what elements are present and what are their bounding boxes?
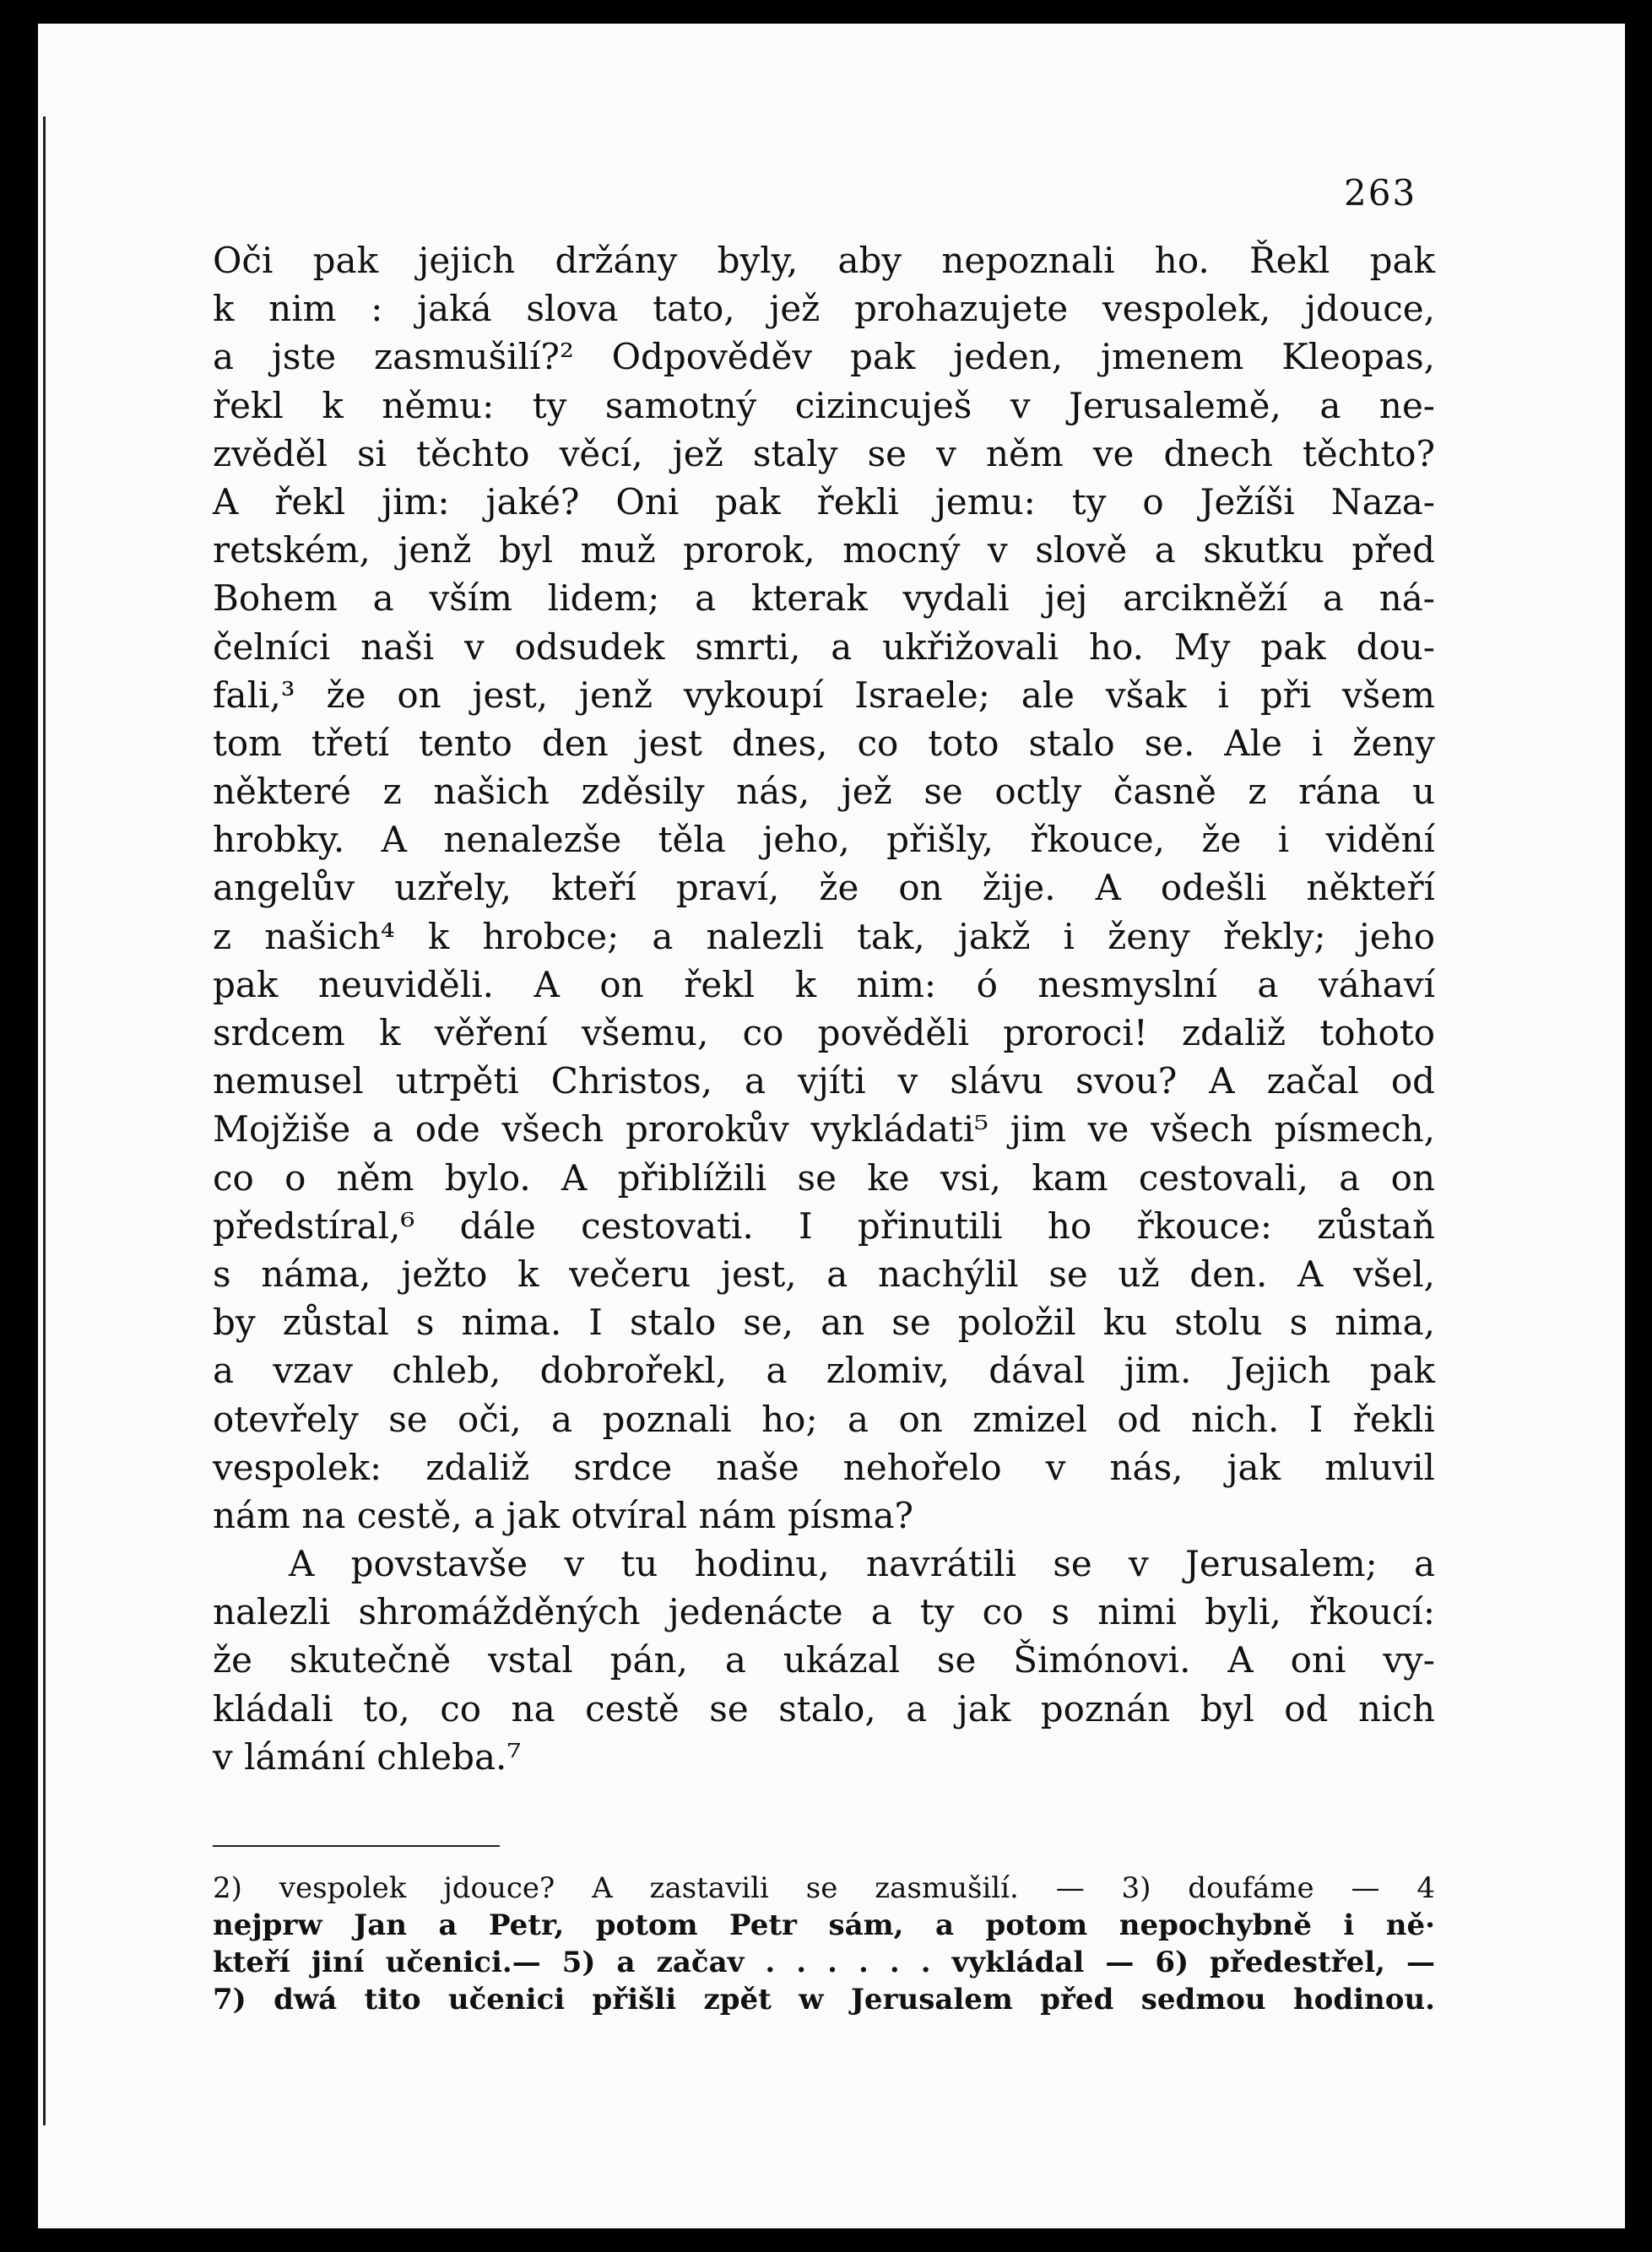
text-line: hrobky. A nenalezše těla jeho, přišly, řkouce, že i vidění [213, 819, 1435, 861]
text-line: k nim : jaká slova tato, jež prohazujete vespolek, jdouce, [213, 288, 1435, 330]
text-line: nemusel utrpěti Christos, a vjíti v slávu svou? A začal od [213, 1060, 1435, 1102]
text-line: řekl k němu: ty samotný cizincuješ v Jerusalemě, a ne- [213, 384, 1435, 426]
text-line: otevřely se oči, a poznali ho; a on zmizel od nich. I řekli [213, 1398, 1435, 1440]
footnote-line: kteří jiní učenici.— 5) a začav . . . . . . vykládal — 6) předestřel, — [213, 1946, 1435, 1979]
text-line: fali,³ že on jest, jenž vykoupí Israele; ale však i při všem [213, 674, 1435, 716]
text-line: nalezli shromážděných jedenácte a ty co s nimi byli, řkoucí: [213, 1591, 1435, 1633]
text-line: tom třetí tento den jest dnes, co toto stalo se. Ale i ženy [213, 722, 1435, 764]
text-line: některé z našich zděsily nás, jež se octly časně z rána u [213, 771, 1435, 813]
page-number: 263 [1344, 172, 1417, 214]
footnote-line: nejprw Jan a Petr, potom Petr sám, a potom nepochybně i ně· [213, 1908, 1435, 1942]
text-line: s náma, ježto k večeru jest, a nachýlil se už den. A všel, [213, 1253, 1435, 1295]
text-line: Mojžiše a ode všech prorokův vykládati⁵ jim ve všech písmech, [213, 1108, 1435, 1150]
text-line: vespolek: zdaliž srdce naše nehořelo v nás, jak mluvil [213, 1446, 1435, 1488]
text-line: pak neuviděli. A on řekl k nim: ó nesmyslní a váhaví [213, 963, 1435, 1005]
text-line: kládali to, co na cestě se stalo, a jak poznán byl od nich [213, 1687, 1435, 1730]
text-line: srdcem k věření všemu, co pověděli proroci! zdaliž tohoto [213, 1012, 1435, 1053]
footnote-line: 7) dwá tito učenici přišli zpět w Jerusalem před sedmou hodinou. [213, 1983, 1435, 2017]
text-line: A řekl jim: jaké? Oni pak řekli jemu: ty o Ježíši Naza- [213, 480, 1435, 522]
text-line: Oči pak jejich držány byly, aby nepoznali ho. Řekl pak [213, 240, 1435, 281]
text-line: v lámání chleba.⁷ [213, 1735, 522, 1778]
body-text [213, 236, 1435, 1781]
footnotes [213, 1870, 1435, 2018]
text-line: čelníci naši v odsudek smrti, a ukřižovali ho. My pak dou- [213, 625, 1435, 668]
text-line: A povstavše v tu hodinu, navrátili se v Jerusalem; a [289, 1543, 1435, 1585]
crop-line [43, 116, 46, 2125]
text-line: co o něm bylo. A přiblížili se ke vsi, kam cestovali, a on [213, 1156, 1435, 1199]
text-line: a jste zasmušilí?² Odpověděv pak jeden, jmenem Kleopas, [213, 336, 1435, 378]
footnote-line: 2) vespolek jdouce? A zastavili se zasmušilí. — 3) doufáme — 4 [213, 1871, 1435, 1905]
text-line: že skutečně vstal pán, a ukázal se Šimónovi. A oni vy- [213, 1639, 1435, 1681]
text-line: a vzav chleb, dobrořekl, a zlomiv, dával jim. Jejich pak [213, 1350, 1435, 1392]
text-line: zvěděl si těchto věcí, jež staly se v něm ve dnech těchto? [213, 432, 1435, 474]
footnote-rule [213, 1845, 500, 1847]
text-line: předstíral,⁶ dále cestovati. I přinutili ho řkouce: zůstaň [213, 1204, 1435, 1247]
text-line: z našich⁴ k hrobce; a nalezli tak, jakž i ženy řekly; jeho [213, 915, 1435, 957]
text-line: angelův uzřely, kteří praví, že on žije. A odešli někteří [213, 867, 1435, 909]
text-line: Bohem a vším lidem; a kterak vydali jej arcikněží a ná- [213, 577, 1435, 620]
text-line: nám na cestě, a jak otvíral nám písma? [213, 1494, 914, 1536]
text-line: retském, jenž byl muž prorok, mocný v slově a skutku před [213, 529, 1435, 571]
text-line: by zůstal s nima. I stalo se, an se položil ku stolu s nima, [213, 1302, 1435, 1344]
